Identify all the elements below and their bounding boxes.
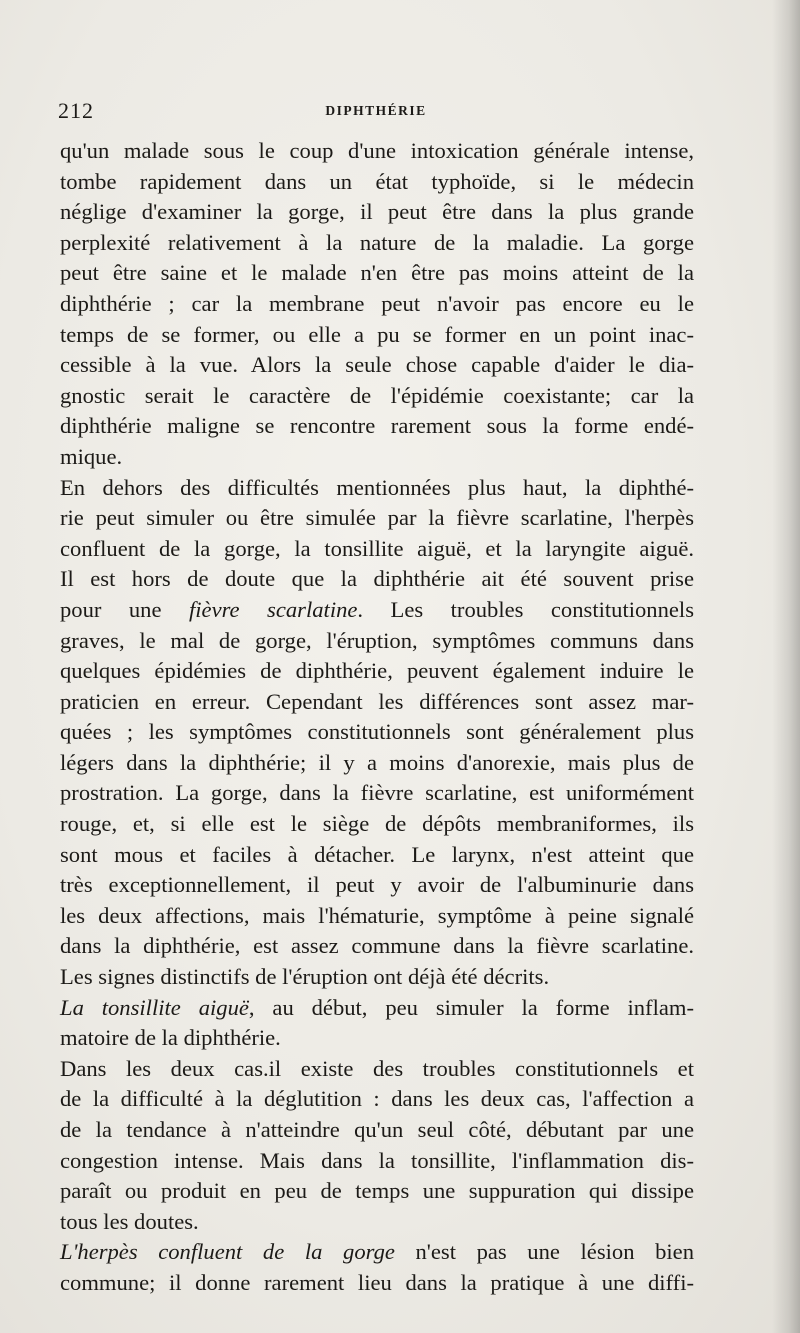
text-line (60, 870, 694, 901)
running-title: DIPHTHÉRIE (325, 103, 427, 118)
text-line (60, 258, 694, 289)
text-line (60, 809, 694, 840)
text-line (60, 350, 694, 381)
text-line (60, 411, 694, 442)
text-segment: qu'un malade sous le coup d'une intoxication générale intense, (60, 138, 694, 163)
text-segment: rouge, et, si elle est le siège de dépôts membraniformes, ils (60, 811, 694, 837)
text-line (60, 534, 694, 565)
text-line (60, 993, 694, 1024)
text-line (60, 320, 694, 351)
text-segment: Dans les deux cas.il existe des troubles constitutionnels et (60, 1055, 694, 1081)
text-line (60, 1023, 694, 1054)
text-segment: congestion intense. Mais dans la tonsillite, l'inflammation dis- (60, 1147, 694, 1173)
text-line (60, 1084, 694, 1115)
text-segment: sont mous et faciles à détacher. Le larynx, n'est atteint que (60, 841, 694, 867)
text-line (60, 778, 694, 809)
page-gutter-shadow (772, 0, 800, 1333)
text-segment: les deux affections, mais l'hématurie, symptôme à peine signalé (60, 902, 694, 928)
text-segment: cessible à la vue. Alors la seule chose capable d'aider le dia- (60, 352, 694, 378)
text-line (60, 748, 694, 779)
text-line (60, 931, 694, 962)
text-line (60, 503, 694, 534)
text-segment: diphthérie ; car la membrane peut n'avoir pas encore eu le (60, 290, 694, 316)
text-line (60, 1146, 694, 1177)
italic-term: La tonsillite aiguë (60, 994, 249, 1020)
text-line (60, 473, 694, 504)
text-segment: prostration. La gorge, dans la fièvre scarlatine, est uniformément (60, 780, 694, 806)
text-segment: quées ; les symptômes constitutionnels sont généralement plus (60, 719, 694, 745)
text-segment: de la tendance à n'atteindre qu'un seul côté, débutant par une (60, 1117, 694, 1142)
text-line (60, 1176, 694, 1207)
text-line (60, 1054, 694, 1085)
text-line (60, 840, 694, 871)
text-segment: perplexité relativement à la nature de la maladie. La gorge (60, 229, 694, 255)
text-line (60, 442, 694, 473)
italic-term: fièvre scarlatine (188, 596, 358, 622)
text-segment: temps de se former, ou elle a pu se former en un point inac- (60, 321, 694, 347)
text-line (60, 1115, 694, 1146)
text-segment: pour une (60, 596, 189, 622)
text-segment: . Les troubles constitutionnels (357, 596, 694, 622)
text-segment: rie peut simuler ou être simulée par la fièvre scarlatine, l'herpès (60, 505, 694, 531)
text-segment: n'est pas une lésion bien (394, 1239, 694, 1265)
text-segment: tous les doutes. (60, 1208, 199, 1234)
text-segment: légers dans la diphthérie; il y a moins d'anorexie, mais plus de (60, 749, 694, 775)
page-number: 212 (58, 98, 94, 123)
text-segment: praticien en erreur. Cependant les différences sont assez mar- (60, 688, 694, 714)
text-segment: commune; il donne rarement lieu dans la pratique à une diffi- (60, 1269, 694, 1295)
text-segment: dans la diphthérie, est assez commune dans la fièvre scarlatine. (60, 933, 694, 959)
text-segment: mique. (60, 443, 123, 469)
text-line (60, 626, 694, 657)
text-line (60, 136, 694, 167)
text-line (60, 564, 694, 595)
text-line (60, 595, 694, 626)
text-segment: paraît ou produit en peu de temps une suppuration qui dissipe (60, 1178, 694, 1204)
text-segment: Il est hors de doute que la diphthérie ait été souvent prise (60, 566, 694, 592)
text-segment: peut être saine et le malade n'en être pas moins atteint de la (60, 260, 694, 286)
text-segment: gnostic serait le caractère de l'épidémie coexistante; car la (60, 382, 694, 408)
text-segment: confluent de la gorge, la tonsillite aiguë, et la laryngite aiguë. (60, 535, 694, 561)
text-segment: graves, le mal de gorge, l'éruption, symptômes communs dans (60, 627, 694, 653)
text-line (60, 1237, 694, 1268)
text-line (60, 656, 694, 687)
text-line (60, 717, 694, 748)
text-line (60, 1207, 694, 1238)
italic-term: L'herpès confluent de la gorge (60, 1239, 395, 1265)
body-text (60, 136, 694, 1299)
text-segment: Les signes distinctifs de l'éruption ont déjà été décrits. (60, 964, 550, 990)
text-line (60, 687, 694, 718)
text-segment: En dehors des difficultés mentionnées plus haut, la diphthé- (60, 474, 694, 500)
text-line (60, 228, 694, 259)
text-segment: quelques épidémies de diphthérie, peuvent également induire le (60, 658, 694, 684)
text-segment: matoire de la diphthérie. (60, 1025, 281, 1051)
text-segment: néglige d'examiner la gorge, il peut être dans la plus grande (60, 199, 694, 225)
text-segment: diphthérie maligne se rencontre rarement sous la forme endé- (60, 413, 694, 439)
text-segment: , au début, peu simuler la forme inflam- (248, 994, 694, 1020)
text-segment: de la difficulté à la déglutition : dans les deux cas, l'affection a (60, 1086, 694, 1112)
text-segment: tombe rapidement dans un état typhoïde, si le médecin (60, 168, 694, 194)
text-line (60, 962, 694, 993)
text-line (60, 167, 694, 198)
text-line (60, 1268, 694, 1299)
text-line (60, 197, 694, 228)
text-line (60, 901, 694, 932)
text-line (60, 289, 694, 320)
text-segment: très exceptionnellement, il peut y avoir de l'albuminurie dans (60, 872, 694, 898)
page-header (58, 98, 694, 128)
text-line (60, 381, 694, 412)
